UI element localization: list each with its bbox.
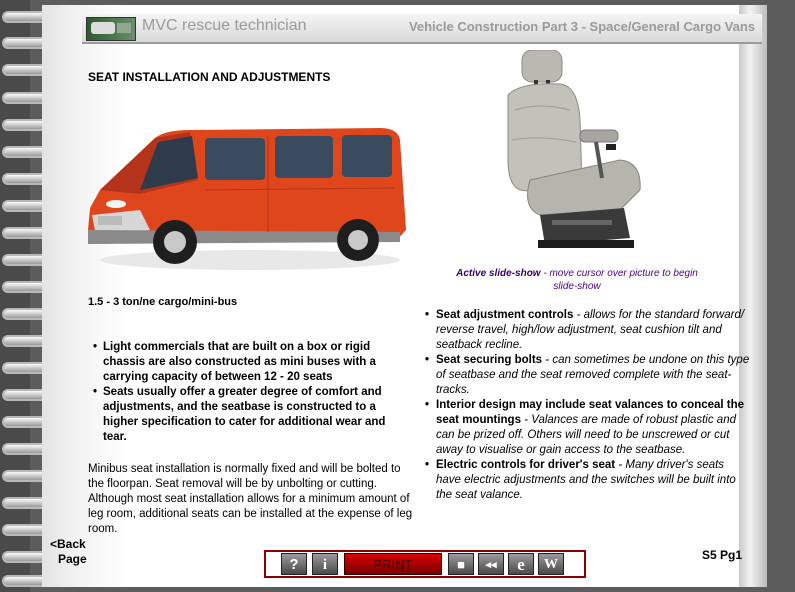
slideshow-caption [446, 267, 708, 293]
list-item [425, 353, 750, 398]
e-button[interactable]: e [508, 553, 534, 575]
list-item-text: - allows for the standard forward/ reverse travel, high/low adjustment, seat cushion tilt and seatback recline. [436, 309, 745, 351]
list-item-title: Seat adjustment controls [436, 309, 574, 321]
back-link-line2: Page [58, 552, 87, 566]
seat-image[interactable] [500, 50, 650, 265]
list-item: • Light commercials that are built on a box or rigid chassis are also constructed as mini buses with a carrying capacity of between 12 - 20 seats [90, 340, 410, 385]
section-heading: SEAT INSTALLATION AND ADJUSTMENTS [88, 70, 331, 84]
body-paragraph: Minibus seat installation is normally fixed and will be bolted to the floorpan. Seat removal will be by unbolting or cutting. Although most seat installation allows for a minimum amount of leg room, additional seats can be installed at the expense of leg room. [88, 463, 413, 535]
slideshow-caption-bold: Active slide-show [456, 268, 541, 279]
list-item [425, 398, 750, 458]
w-button[interactable]: W [538, 553, 564, 575]
list-item-text: - can sometimes be undone on this type of seatbase and the seat removed complete with the seat-tracks. [436, 354, 750, 396]
info-button[interactable]: i [312, 553, 338, 575]
print-button[interactable]: PRINT [344, 553, 442, 575]
list-item-title: Electric controls for driver's seat [436, 459, 616, 471]
van-caption: 1.5 - 3 ton/ne cargo/mini-bus [88, 296, 238, 308]
back-link-line1: <Back [50, 537, 86, 551]
list-item [425, 308, 750, 353]
list-item-title: Interior design may include seat valances to conceal the seat mountings [436, 399, 745, 426]
van-image [80, 120, 410, 280]
list-item: • Seats usually offer a greater degree of comfort and adjustments, and the seatbase is constructed to a higher specification to cater for additional wear and tear. [90, 385, 410, 445]
app-title: MVC rescue technician [142, 17, 307, 34]
list-item-title: Seat securing bolts [436, 354, 543, 366]
right-bullet-list [425, 308, 750, 503]
left-bullet-list [90, 340, 410, 445]
list-item [425, 458, 750, 503]
logo-icon [86, 17, 136, 41]
back-page-link[interactable] [50, 537, 87, 567]
list-item-text: - Valances are made of robust plastic and can be prized off. Others will need to be unscrewed or cut away to visualise or gain access to the seatbase. [436, 414, 736, 456]
rewind-button[interactable]: ◂◂ [478, 553, 504, 575]
help-button[interactable]: ? [281, 553, 307, 575]
stop-button[interactable]: ■ [448, 553, 474, 575]
slideshow-caption-text: - move cursor over picture to begin slide-show [540, 268, 698, 292]
bottom-toolbar [264, 550, 586, 578]
list-item-text: - Many driver's seats have electric adjustments and the switches will be built into the seat valance. [436, 459, 736, 501]
chapter-title: Vehicle Construction Part 3 - Space/General Cargo Vans [408, 19, 755, 34]
page-number: S5 Pg1 [702, 548, 743, 562]
